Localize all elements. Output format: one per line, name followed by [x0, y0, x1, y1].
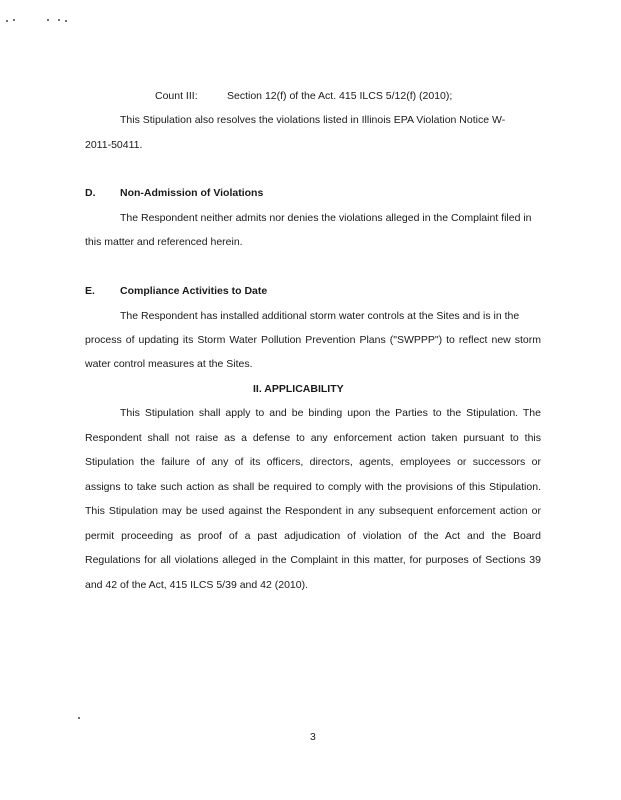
- section-d-line-2: this matter and referenced herein.: [85, 236, 243, 248]
- section-e-line-3: water control measures at the Sites.: [85, 358, 253, 370]
- section-e-line-2: process of updating its Storm Water Pollution Prevention Plans ("SWPPP") to reflect new storm: [85, 334, 541, 346]
- section-d-heading: Non-Admission of Violations: [120, 187, 264, 199]
- section-e-line-1: The Respondent has installed additional storm water controls at the Sites and is in the: [120, 310, 520, 322]
- scan-speck: [65, 20, 67, 22]
- resolves-line-2: 2011-50411.: [85, 139, 143, 151]
- scan-speck: [13, 19, 15, 21]
- section-ii-line: Respondent shall not raise as a defense to any enforcement action taken pursuant to this: [85, 432, 541, 444]
- section-ii-heading: II. APPLICABILITY: [253, 383, 344, 395]
- page-number: 3: [310, 731, 316, 743]
- scan-speck: [78, 717, 80, 719]
- section-e-letter: E.: [85, 285, 95, 297]
- section-ii-line: assigns to take such action as shall be required to comply with the provisions of this Stipulation.: [85, 481, 541, 493]
- section-d-letter: D.: [85, 187, 96, 199]
- scan-speck: [47, 19, 49, 21]
- count-iii-label: Count III:: [155, 90, 198, 102]
- section-ii-last-line: and 42 of the Act, 415 ILCS 5/39 and 42 (2010).: [85, 579, 308, 591]
- section-d-line-1: The Respondent neither admits nor denies the violations alleged in the Complaint filed in: [120, 212, 532, 224]
- section-ii-line: This Stipulation shall apply to and be binding upon the Parties to the Stipulation. The: [120, 407, 541, 419]
- section-e-heading: Compliance Activities to Date: [120, 285, 268, 297]
- section-ii-line: Regulations for all violations alleged in the Complaint in this matter, for purposes of Sections 39: [85, 554, 541, 566]
- scan-speck: [58, 19, 60, 21]
- section-ii-line: This Stipulation may be used against the Respondent in any subsequent enforcement action or: [85, 505, 541, 517]
- section-ii-line: permit proceeding as proof of a past adjudication of violation of the Act and the Board: [85, 530, 541, 542]
- section-ii-line: Stipulation the failure of any of its officers, directors, agents, employees or successors or: [85, 456, 541, 468]
- scan-speck: [6, 20, 8, 22]
- count-iii-text: Section 12(f) of the Act. 415 ILCS 5/12(f) (2010);: [227, 90, 453, 102]
- resolves-line-1: This Stipulation also resolves the violations listed in Illinois EPA Violation Notice W-: [120, 114, 506, 126]
